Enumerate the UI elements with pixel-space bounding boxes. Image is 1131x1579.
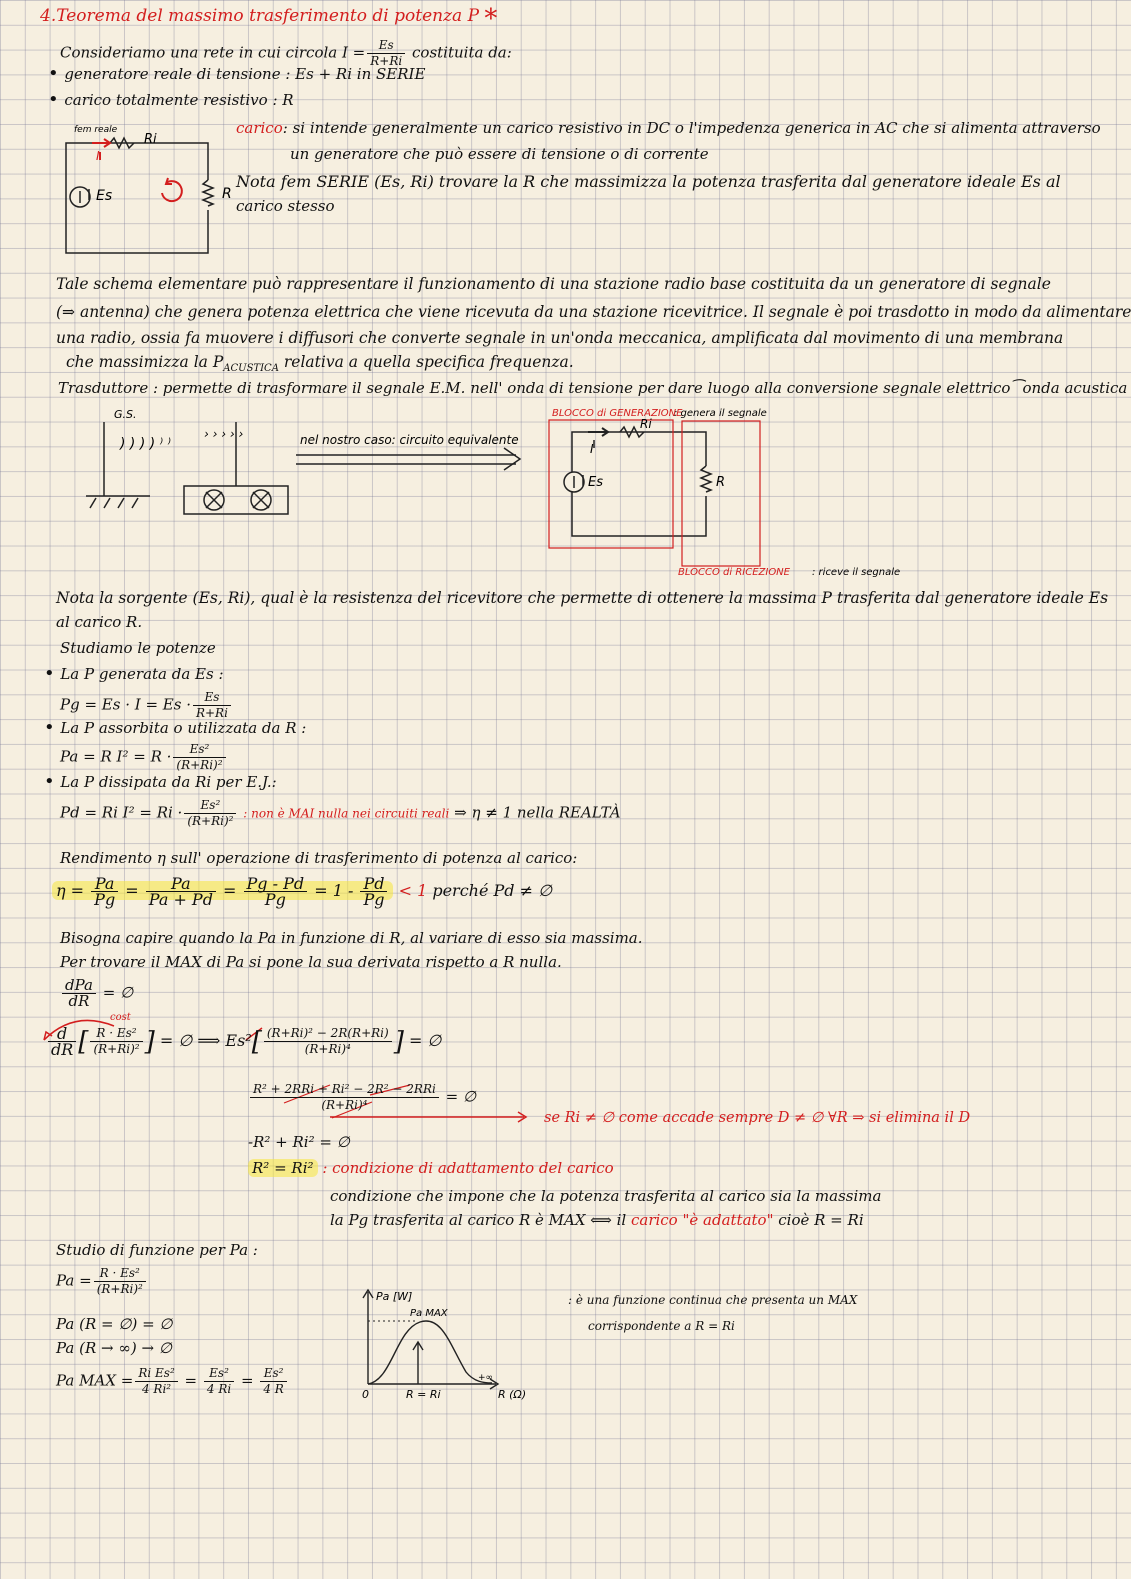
matching-explanation-1: condizione che impone che la potenza trasferita al carico sia la massima (330, 1187, 882, 1205)
question-line-1: Nota la sorgente (Es, Ri), qual è la resistenza del ricevitore che permette di ottenere la massima P trasferita dal generatore ideale Es (56, 589, 1109, 607)
current-label: I (96, 149, 100, 163)
acoustic-waves: › › › › › (204, 427, 244, 441)
powers-heading: Studiamo le potenze (60, 639, 216, 657)
graph-peak-label: Pa MAX (410, 1308, 448, 1319)
power-absorbed-label: • La P assorbita o utilizzata da R : (44, 717, 307, 738)
question-line-2: al carico R. (56, 613, 143, 631)
efficiency-equation: η = $\frac{Pa}{Pg}$ = $\frac{Pa}{Pa + Pd}$ = $\frac{Pg - Pd}{Pg}$ = 1 - $\frac{Pd}{Pg}$ < 1 perché Pd ≠ ∅ (52, 876, 552, 907)
gs-label: G.S. (114, 408, 137, 421)
nota-line-2: carico stesso (236, 197, 335, 215)
pg-equation: Pg = Es · I = Es · $\frac{Es}{R+Ri}$ (60, 690, 233, 721)
derivative-step-1: $\frac{d}{dR}$ [ $\frac{\text{R · Es²}}{\text{(R+Ri)²}}$ ] = ∅ ⟹ Es²[ $\frac{\text{(R+Ri)² − 2R(R+Ri)}}{\text{(R+Ri)⁴}}$ ] = ∅ (46, 1026, 441, 1057)
current-label-2: I (590, 442, 594, 456)
study-heading: Studio di funzione per Pa : (56, 1241, 258, 1259)
graph-x-mark: R = Ri (406, 1388, 441, 1401)
intro-bullet-2: • carico totalmente resistivo : R (48, 89, 294, 110)
study-note-2: corrispondente a R = Ri (588, 1319, 735, 1333)
derivative-line-1: Bisogna capire quando la Pa in funzione di R, al variare di esso sia massima. (60, 929, 643, 947)
derivative-step-3: -R² + Ri² = ∅ (248, 1133, 350, 1151)
power-generated-label: • La P generata da Es : (44, 663, 224, 684)
graph-y-label: Pa [W] (376, 1290, 413, 1303)
block-reception-label: BLOCCO di RICEZIONE (678, 567, 790, 578)
graph-origin: 0 (362, 1388, 369, 1401)
current-fraction: $\frac{Es}{R+Ri}$ (367, 38, 405, 69)
derivative-step-2-note: se Ri ≠ ∅ come accade sempre D ≠ ∅ ∀R ⇒ si elimina il D (544, 1110, 971, 1126)
paragraph-line-5: Trasduttore : permette di trasformare il segnale E.M. nell' onda di tensione per dare luogo alla conversione segnale elettrico⁀onda acustica (58, 379, 1128, 397)
intro-line: Consideriamo una rete in cui circola I = $\frac{Es}{R+Ri}$ costituita da: (60, 38, 512, 68)
block-generation-note: : genera il segnale (674, 408, 767, 419)
block-generation-label: BLOCCO di GENERAZIONE (552, 408, 683, 419)
efficiency-heading: Rendimento η sull' operazione di trasferimento di potenza al carico: (60, 849, 578, 867)
pa-equation: Pa = R I² = R · $\frac{\text{Es²}}{\text{(R+Ri)²}}$ (60, 742, 228, 773)
derivative-step-2: $\frac{\text{R² + 2RRi + Ri² − 2R² − 2RRi}}{\text{(R+Ri)⁴}}$ = ∅ (248, 1082, 476, 1113)
matching-condition: R² = Ri² : condizione di adattamento del carico (248, 1158, 614, 1178)
graph-infinity: +∞ (478, 1373, 494, 1383)
intro-bullet-1: • generatore reale di tensione : Es + Ri in SERIE (48, 63, 426, 84)
paragraph-line-2: (⇒ antenna) che genera potenza elettrica che viene ricevuta da una stazione ricevitrice. Il segnale è poi trasdotto in modo da alimentare (56, 303, 1131, 321)
carico-line-2: un generatore che può essere di tensione o di corrente (290, 145, 709, 163)
study-limit-infinity: Pa (R → ∞) → ∅ (56, 1339, 172, 1357)
derivative-line-2: Per trovare il MAX di Pa si pone la sua derivata rispetto a R nulla. (60, 953, 562, 971)
graph-x-label: R (Ω) (498, 1388, 527, 1401)
paragraph-line-3: una radio, ossia fa muovere i diffusori che converte segnale in un'onda meccanica, amplificata dal movimento di una membrana (56, 329, 1064, 347)
nota-line-1: Nota fem SERIE (Es, Ri) trovare la R che massimizza la potenza trasferita dal generatore ideale Es al (236, 172, 1061, 191)
paragraph-line-1: Tale schema elementare può rappresentare il funzionamento di una stazione radio base costituita da un generatore di segnale (56, 275, 1051, 293)
block-reception-note: : riceve il segnale (812, 567, 901, 578)
carico-line-1: carico: si intende generalmente un carico resistivo in DC o l'impedenza generica in AC che si alimenta attraverso (236, 119, 1101, 137)
study-pa-max: Pa MAX = $\frac{\text{Ri Es²}}{\text{4 Ri²}}$ = $\frac{\text{Es²}}{4 Ri}$ = $\frac{\text{Es²}}{4 R}$ (56, 1366, 289, 1397)
paragraph-line-4: che massimizza la $P_{ACUSTICA}$ relativa a quella specifica frequenza. (66, 353, 574, 375)
pd-equation: Pd = Ri I² = Ri · $\frac{\text{Es²}}{\text{(R+Ri)²}}$ : non è MAI nulla nei circuiti reali ⇒ η ≠ 1 nella REALTÀ (60, 798, 621, 828)
derivative-zero: $\frac{\text{dPa}}{dR}$ = ∅ (60, 978, 133, 1009)
page-title: 4.Teorema del massimo trasferimento di potenza P * (40, 4, 498, 34)
r-label: R (222, 186, 232, 202)
radio-waves: ) ) ) ) ⁾ ⁾ (120, 436, 171, 452)
matching-explanation-2: la Pg trasferita al carico R è MAX ⟺ il carico "è adattato" cioè R = Ri (330, 1211, 864, 1229)
r-label-2: R (716, 475, 726, 490)
study-note-1: : è una funzione continua che presenta un MAX (568, 1293, 858, 1307)
study-pa: Pa = $\frac{\text{R · Es²}}{\text{(R+Ri)²}}$ (56, 1266, 148, 1297)
power-dissipated-label: • La P dissipata da Ri per E.J.: (44, 771, 277, 792)
cost-annotation: cost (110, 1012, 131, 1023)
es-label: Es (96, 188, 113, 204)
fem-label: fem reale (74, 125, 118, 135)
study-limit-zero: Pa (R = ∅) = ∅ (56, 1315, 173, 1333)
equivalent-circuit-label: nel nostro caso: circuito equivalente (300, 433, 519, 447)
es-label-2: Es (588, 475, 603, 490)
ri-label: Ri (144, 132, 157, 147)
ri-label-2: Ri (640, 417, 652, 431)
pa-curve (368, 1321, 492, 1384)
